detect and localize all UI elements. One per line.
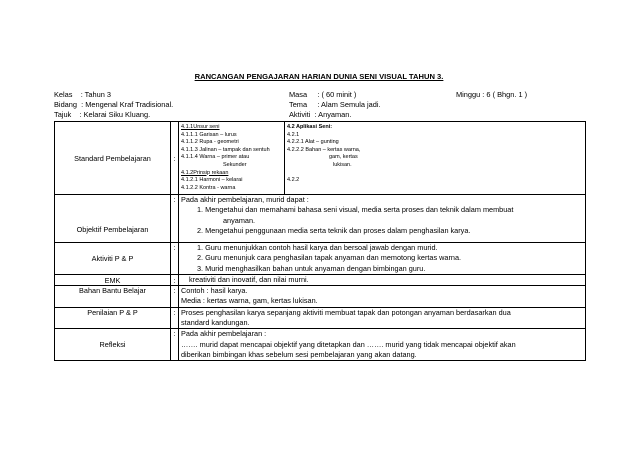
- colon: :: [171, 274, 179, 285]
- colon: :: [171, 243, 179, 275]
- standard-unsur-seni: [179, 122, 285, 195]
- list-item: 2. Mengetahui penggunaan media serta teknik dan proses dalam penghasilan karya.: [197, 225, 471, 235]
- header-kelas: Kelas : Tahun 3: [54, 90, 111, 99]
- label-emk: EMK: [55, 274, 171, 285]
- list-item: 4.2.1: [287, 131, 300, 138]
- table-row: [55, 286, 586, 308]
- label-standard: Standard Pembelajaran: [55, 122, 171, 195]
- colon: :: [171, 307, 179, 329]
- list-item: 3. Murid menghasilkan bahan untuk anyaman dengan bimbingan guru.: [197, 263, 426, 273]
- objektif-intro: Pada akhir pembelajaran, murid dapat :: [181, 195, 309, 204]
- refleksi-line: Pada akhir pembelajaran :: [181, 329, 267, 339]
- list-item: 2. Guru menunjuk cara penghasilan tapak anyaman dan memotong kertas warna.: [197, 253, 462, 263]
- bbb-contoh: Contoh : hasil karya.: [181, 286, 248, 296]
- list-item: 4.1.1.2 Rupa - geometri: [181, 139, 239, 146]
- list-item: 1. Guru menunjukkan contoh hasil karya dan bersoal jawab dengan murid.: [197, 243, 438, 252]
- list-item: 1. Mengetahui dan memahami bahasa seni visual, media serta proses dan teknik dalam membuat: [197, 205, 514, 215]
- list-item: 4.1.2.1 Harmoni – kelarai: [181, 177, 243, 184]
- header-masa: Masa : ( 60 minit ): [289, 90, 357, 99]
- table-row: [55, 243, 586, 275]
- bbb-media: Media : kertas warna, gam, kertas lukisan.: [181, 296, 318, 306]
- list-item: 4.1.2.2 Kontra - warna: [181, 184, 236, 191]
- bbb-content: [179, 286, 586, 308]
- emk-text: kreativiti dan inovatif, dan nilai murni.: [189, 274, 309, 284]
- page-title: RANCANGAN PENGAJARAN HARIAN DUNIA SENI VISUAL TAHUN 3.: [194, 72, 444, 81]
- table-row: [55, 329, 586, 361]
- list-item: Sekunder: [223, 161, 247, 168]
- emk-content: [179, 274, 586, 285]
- label-aktiviti: Aktiviti P & P: [55, 243, 171, 275]
- table-row: [55, 307, 586, 329]
- list-item: 4.2 Aplikasi Seni:: [287, 124, 333, 130]
- aktiviti-content: [179, 243, 586, 275]
- list-item: 4.1.1.3 Jalinan – tampak dan sentuh: [181, 146, 270, 153]
- label-objektif: Objektif Pembelajaran: [55, 195, 171, 243]
- header-bidang: Bidang : Mengenal Kraf Tradisional.: [54, 100, 174, 109]
- standard-aplikasi-seni: [285, 122, 586, 195]
- header-tema: Tema : Alam Semula jadi.: [289, 100, 381, 109]
- header-minggu: Minggu : 6 ( Bhgn. 1 ): [456, 90, 528, 99]
- header-tajuk: Tajuk : Kelarai Siku Kluang.: [54, 110, 151, 119]
- list-item: lukisan.: [333, 161, 352, 168]
- penilaian-line: standard kandungan.: [181, 318, 250, 328]
- refleksi-line: ……. murid dapat mencapai objektif yang ditetapkan dan ……. murid yang tidak mencapai objektif akan: [181, 339, 516, 349]
- list-item: 4.1.1Unsur seni: [181, 124, 220, 130]
- lesson-plan-table: [54, 121, 586, 361]
- penilaian-line: Proses penghasilan karya sepanjang aktiviti membuat tapak dan potongan anyaman berdasarkan dua: [181, 307, 511, 317]
- header-aktiviti: Aktiviti : Anyaman.: [289, 110, 352, 119]
- label-bbb: Bahan Bantu Belajar: [55, 286, 171, 308]
- list-item: 4.2.2: [287, 176, 300, 183]
- table-row: [55, 274, 586, 285]
- colon: :: [171, 122, 179, 195]
- colon: :: [171, 195, 179, 243]
- list-item: anyaman.: [223, 215, 256, 225]
- colon: :: [171, 286, 179, 308]
- list-item: 4.1.1.4 Warna – primer atau: [181, 154, 250, 161]
- list-item: 4.2.2.2 Bahan – kertas warna,: [287, 146, 361, 153]
- label-penilaian: Penilaian P & P: [55, 307, 171, 329]
- penilaian-content: [179, 307, 586, 329]
- list-item: gam, kertas: [329, 154, 358, 161]
- table-row: [55, 122, 586, 195]
- label-refleksi: Refleksi: [55, 329, 171, 361]
- table-row: [55, 195, 586, 243]
- refleksi-content: [179, 329, 586, 361]
- refleksi-line: diberikan bimbingan khas sebelum sesi pembelajaran yang akan datang.: [181, 349, 417, 359]
- list-item: 4.1.2Prinsip rekaan: [181, 169, 229, 176]
- objektif-content: [179, 195, 586, 243]
- list-item: 4.1.1.1 Garisan – lurus: [181, 131, 237, 138]
- colon: :: [171, 329, 179, 361]
- list-item: 4.2.2.1 Alat – gunting: [287, 139, 339, 146]
